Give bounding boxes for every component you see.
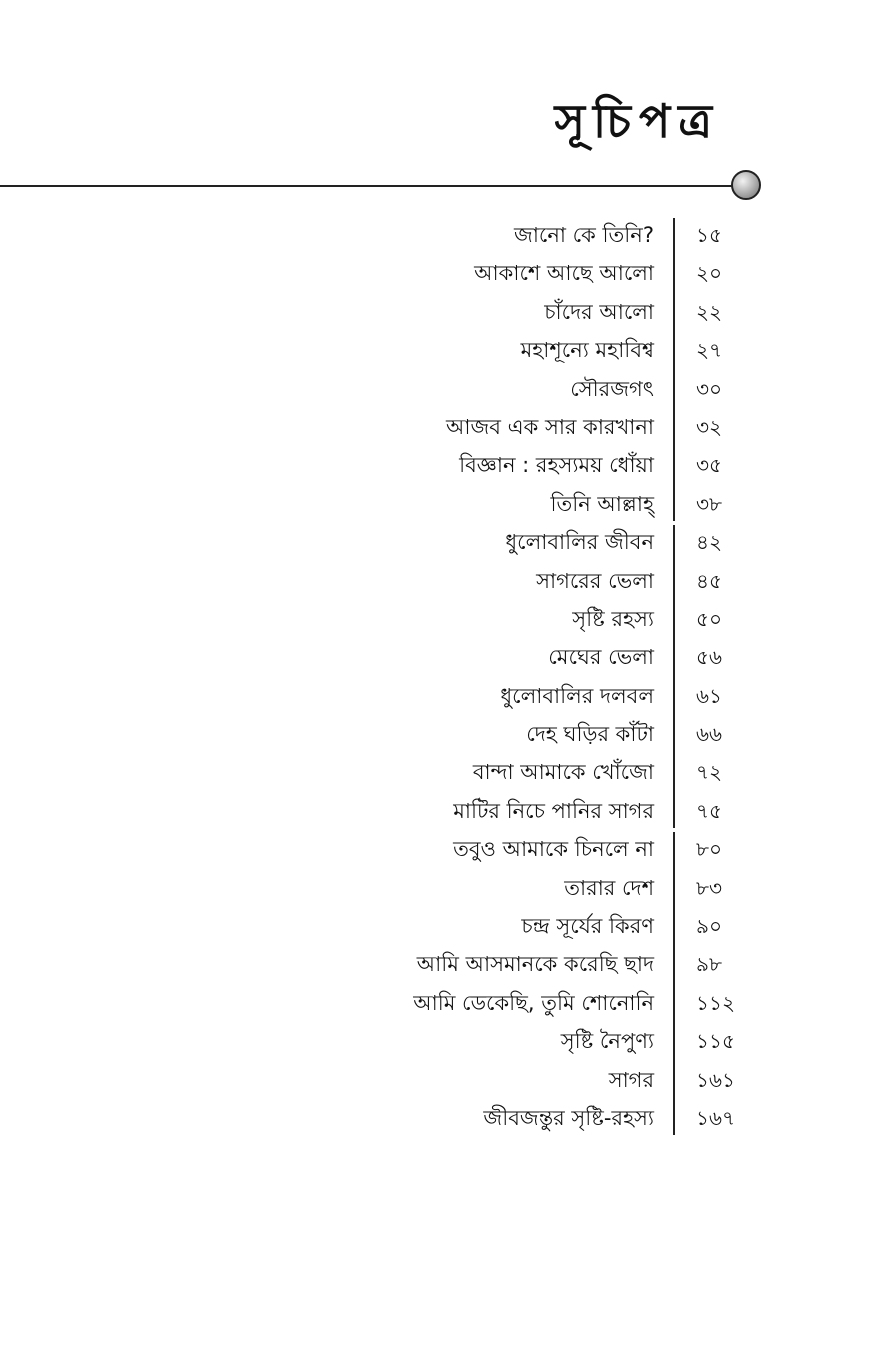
toc-entry [0, 216, 870, 254]
toc-entry [0, 523, 870, 561]
toc-entry-title: চাঁদের আলো [544, 299, 654, 324]
toc-entry-title: সৃষ্টি নৈপুণ্য [560, 1029, 654, 1054]
rule-ball-ornament [731, 170, 761, 200]
toc-entry [0, 485, 870, 523]
toc-entry [0, 638, 870, 676]
toc-entry-title: তিনি আল্লাহ্ [550, 491, 654, 516]
toc-entry [0, 1099, 870, 1137]
header-rule [0, 185, 740, 187]
toc-entry-page: ৬১ [696, 683, 722, 708]
toc-entry [0, 753, 870, 791]
toc-entry-page: ৮৩ [696, 875, 722, 900]
toc-entry [0, 562, 870, 600]
toc-group-1 [0, 216, 870, 523]
toc-entry-title: চন্দ্র সূর্যের কিরণ [521, 914, 654, 939]
toc-entry-page: ৪২ [696, 530, 722, 555]
toc-entry [0, 446, 870, 484]
toc-entry-title: আমি ডেকেছি, তুমি শোনোনি [413, 990, 654, 1015]
toc-entry-title: ধুলোবালির জীবন [505, 530, 654, 555]
toc-entry [0, 408, 870, 446]
toc-entry-page: ৩২ [696, 414, 723, 439]
toc-entry-page: ১১২ [696, 990, 735, 1015]
toc-entry [0, 1061, 870, 1099]
toc-entry [0, 984, 870, 1022]
toc-entry [0, 830, 870, 868]
toc-entry-title: তারার দেশ [564, 875, 654, 900]
toc-entry [0, 331, 870, 369]
toc-entry-title: আমি আসমানকে করেছি ছাদ [416, 952, 654, 977]
toc-group-3 [0, 830, 870, 1137]
toc-entry [0, 907, 870, 945]
toc-entry-page: ৭২ [696, 760, 723, 785]
toc-entry-page: ২০ [696, 261, 723, 286]
toc-entry-title: দেহ ঘড়ির কাঁটা [526, 722, 654, 747]
page-title: সূচিপত্র [554, 94, 720, 148]
toc-entry [0, 1022, 870, 1060]
toc-entry-title: আজব এক সার কারখানা [445, 414, 654, 439]
toc-entry [0, 869, 870, 907]
toc-entry-page: ৩০ [696, 376, 723, 401]
toc-entry [0, 677, 870, 715]
toc-entry-title: বান্দা আমাকে খোঁজো [472, 760, 654, 785]
toc-entry [0, 293, 870, 331]
toc-entry [0, 370, 870, 408]
toc-entry [0, 600, 870, 638]
toc-entry-title: মাটির নিচে পানির সাগর [453, 798, 654, 823]
toc-entry-title: সাগরের ভেলা [536, 568, 654, 593]
toc-entry-page: ১৫ [696, 223, 722, 247]
toc-entry-page: ৯০ [696, 914, 722, 939]
toc-entry-page: ১১৫ [696, 1029, 735, 1054]
toc-entry-page: ৬৬ [696, 722, 723, 747]
toc-entry-page: ১৬৭ [696, 1105, 735, 1130]
toc-entry-page: ২২ [696, 299, 723, 324]
toc-entry-page: ৫০ [696, 606, 722, 631]
toc-entry-page: ৯৮ [696, 952, 722, 977]
toc-group-2 [0, 523, 870, 830]
toc-entry [0, 254, 870, 292]
toc-entry-page: ৩৮ [696, 491, 722, 516]
toc-entry [0, 715, 870, 753]
toc-entry-page: ৮০ [696, 837, 722, 862]
toc-entry-title: বিজ্ঞান : রহস্যময় ধোঁয়া [459, 453, 654, 478]
toc-entry [0, 945, 870, 983]
toc-entry-title: সৃষ্টি রহস্য [572, 606, 654, 631]
toc-entry-page: ৭৫ [696, 798, 722, 823]
toc-entry-title: মেঘের ভেলা [548, 645, 654, 670]
toc-entry-page: ২৭ [696, 338, 723, 363]
toc-entry-title: তবুও আমাকে চিনলে না [453, 837, 654, 862]
toc-entry-title: মহাশূন্যে মহাবিশ্ব [520, 338, 654, 363]
toc-entry-page: ৫৬ [696, 645, 722, 670]
toc-entry [0, 792, 870, 830]
toc-entry-title: জীবজন্তুর সৃষ্টি-রহস্য [483, 1105, 654, 1130]
toc-entry-title: সাগর [608, 1067, 654, 1092]
toc-entry-title: ধুলোবালির দলবল [500, 683, 654, 708]
toc-entry-title: আকাশে আছে আলো [474, 261, 654, 286]
toc-entry-page: ৩৫ [696, 453, 722, 478]
toc-entry-page: ৪৫ [696, 568, 722, 593]
toc-entry-title: সৌরজগৎ [570, 376, 654, 401]
toc-entry-title: জানো কে তিনি? [514, 223, 654, 247]
table-of-contents [0, 216, 870, 1137]
toc-entry-page: ১৬১ [696, 1067, 735, 1092]
